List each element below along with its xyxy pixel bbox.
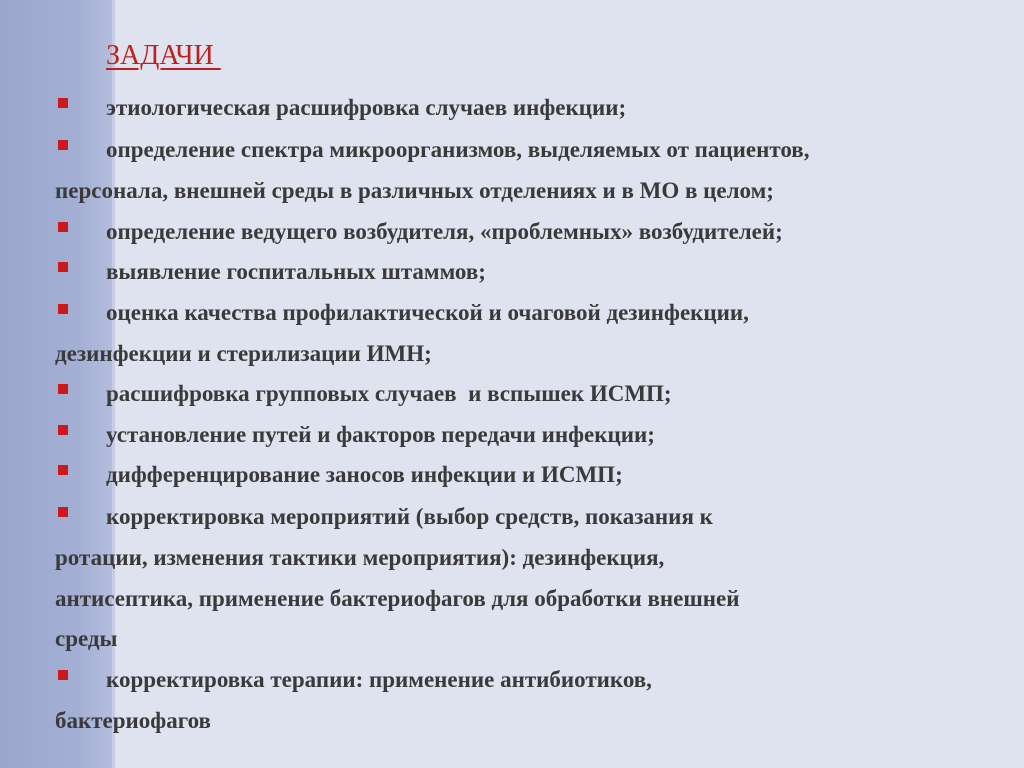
bullet-square-icon — [58, 222, 68, 232]
task-item-10-continued: бактериофагов — [55, 708, 211, 733]
task-item-1: этиологическая расшифровка случаев инфекции; — [106, 95, 627, 120]
task-item-2-continued: персонала, внешней среды в различных отделениях и в МО в целом; — [55, 178, 774, 203]
task-item-3: определение ведущего возбудителя, «проблемных» возбудителей; — [106, 219, 783, 244]
task-item-9-continued: антисептика, применение бактериофагов для обработки внешней — [55, 586, 740, 611]
task-item-9-continued: среды — [55, 626, 118, 651]
bullet-square-icon — [58, 507, 68, 517]
task-item-8: дифференцирование заносов инфекции и ИСМП; — [106, 462, 623, 487]
bullet-square-icon — [58, 465, 68, 475]
bullet-square-icon — [58, 425, 68, 435]
task-item-9-continued: ротации, изменения тактики мероприятия): дезинфекция, — [55, 545, 665, 570]
bullet-square-icon — [58, 670, 68, 680]
task-item-4: выявление госпитальных штаммов; — [106, 259, 486, 284]
slide-title: ЗАДАЧИ — [106, 40, 221, 71]
task-item-7: установление путей и факторов передачи инфекции; — [106, 422, 655, 447]
task-item-9: корректировка мероприятий (выбор средств, показания к — [106, 504, 713, 529]
task-item-5-continued: дезинфекции и стерилизации ИМН; — [55, 341, 432, 366]
bullet-square-icon — [58, 98, 68, 108]
task-item-10: корректировка терапии: применение антибиотиков, — [106, 667, 652, 692]
task-item-2: определение спектра микроорганизмов, выделяемых от пациентов, — [106, 137, 810, 162]
task-item-5: оценка качества профилактической и очаговой дезинфекции, — [106, 300, 749, 325]
bullet-square-icon — [58, 304, 68, 314]
bullet-square-icon — [58, 140, 68, 150]
task-item-6: расшифровка групповых случаев и вспышек ИСМП; — [106, 381, 672, 406]
bullet-square-icon — [58, 262, 68, 272]
bullet-square-icon — [58, 384, 68, 394]
